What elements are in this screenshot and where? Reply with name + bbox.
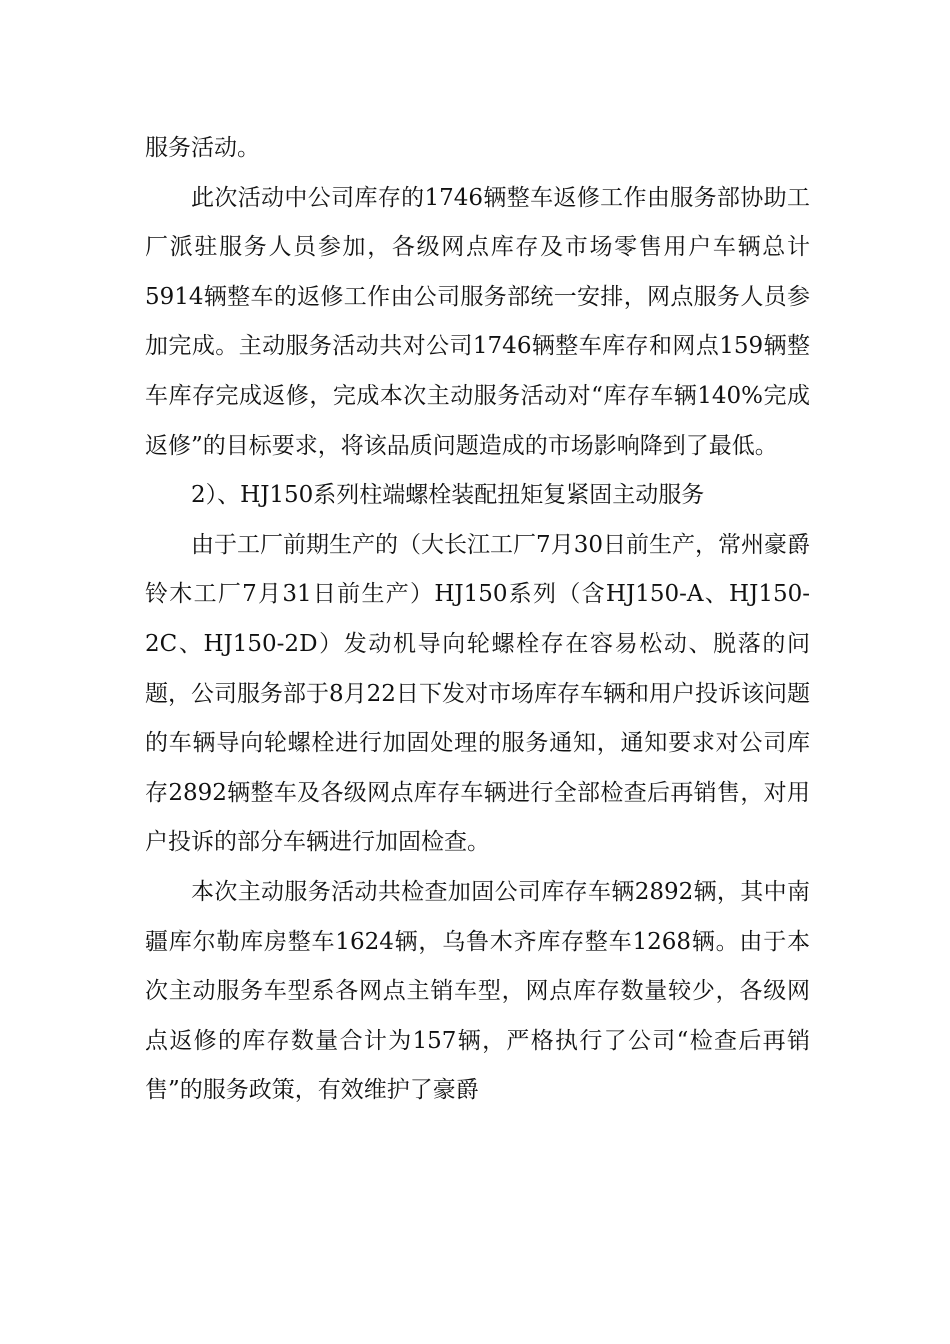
paragraph-inspection-results: 本次主动服务活动共检查加固公司库存车辆2892辆，其中南疆库尔勒库房整车1624辆，乌鲁木齐库存整车1268辆。由于本次主动服务车型系各网点主销车型，网点库存数量较少，各级网点返修的库存数量合计为157辆，严格执行了公司“检查后再销售”的服务政策，有效维护了豪爵 <box>145 878 810 1104</box>
section-heading-hj150: 2）、HJ150系列柱端螺栓装配扭矩复紧固主动服务 <box>191 482 705 509</box>
paragraph-return-repair: 此次活动中公司库存的1746辆整车返修工作由服务部协助工厂派驻服务人员参加，各级网点库存及市场零售用户车辆总计5914辆整车的返修工作由公司服务部统一安排，网点服务人员参加完成。主动服务活动共对公司1746辆整车库存和网点159辆整车库存完成返修，完成本次主动服务活动对“库存车辆140%完成返修”的目标要求，将该品质问题造成的市场影响降到了最低。 <box>145 184 810 459</box>
document-body <box>145 124 810 1116</box>
paragraph-continuation: 服务活动。 <box>145 135 260 161</box>
paragraph-hj150-issue: 由于工厂前期生产的（大长江工厂7月30日前生产，常州豪爵铃木工厂7月31日前生产）HJ150系列（含HJ150-A、HJ150-2C、HJ150-2D）发动机导向轮螺栓存在容易松动、脱落的问题，公司服务部于8月22日下发对市场库存车辆和用户投诉该问题的车辆导向轮螺栓进行加固处理的服务通知，通知要求对公司库存2892辆整车及各级网点库存车辆进行全部检查后再销售，对用户投诉的部分车辆进行加固检查。 <box>145 531 810 856</box>
